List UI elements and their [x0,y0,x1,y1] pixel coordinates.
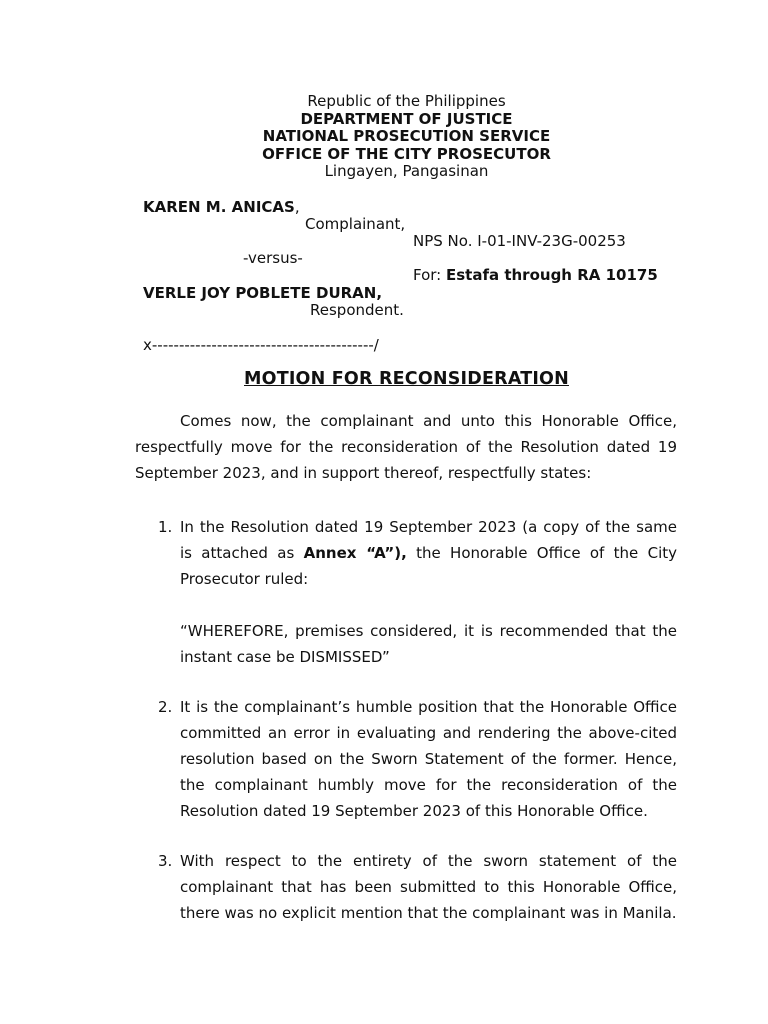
item-1-quote: “WHEREFORE, premises considered, it is recommended that the instant case be DISMISSED” [180,622,677,666]
complainant-comma: , [294,198,300,216]
caption-separator: x-----------------------------------------/ [143,336,379,354]
respondent-role: Respondent. [310,301,404,319]
for-value: Estafa through RA 10175 [446,266,658,284]
item-3-number: 3. [158,852,173,870]
for-label: For: [413,266,446,284]
item-1-text-a: In the Resolution dated 19 September 2023 (a copy of the same is attached as [180,518,677,562]
versus-label: -versus- [243,249,303,267]
item-1-number: 1. [158,518,173,536]
item-1-text-b: the Honorable Office of the City Prosecutor ruled: [180,544,678,588]
nps-number: NPS No. I-01-INV-23G-00253 [413,232,626,250]
complainant-line [143,198,300,216]
item-3-text: With respect to the entirety of the sworn statement of the complainant that has been submitted to this Honorable Office, there was no explicit mention that the complainant was in Manila. [180,852,677,922]
header-republic: Republic of the Philippines [307,92,506,110]
intro-paragraph: Comes now, the complainant and unto this Honorable Office, respectfully move for the reconsideration of the Resolution dated 19 September 2023, and in support thereof, respectfully states: [135,412,677,482]
item-2-number: 2. [158,698,173,716]
document-title: MOTION FOR RECONSIDERATION [244,369,569,389]
complainant-role: Complainant, [305,215,406,233]
header-office: OFFICE OF THE CITY PROSECUTOR [262,144,551,163]
header-service: NATIONAL PROSECUTION SERVICE [262,127,551,145]
document-header [0,93,768,181]
item-1-text [180,514,677,592]
item-2-text: It is the complainant’s humble position that the Honorable Office committed an error in evaluating and rendering the above-cited resolution based on the Sworn Statement of the former. Hence, the complainant humbly move for the reconsideration of the Resolution dated 19 September 2023 of this Honorable Office. [180,698,677,820]
annex-reference: Annex “A”), [303,544,407,562]
respondent-name: VERLE JOY POBLETE DURAN, [143,284,383,302]
complainant-name: KAREN M. ANICAS [143,198,295,216]
case-nature [413,266,658,284]
header-location: Lingayen, Pangasinan [324,162,489,180]
header-department: DEPARTMENT OF JUSTICE [300,109,513,128]
